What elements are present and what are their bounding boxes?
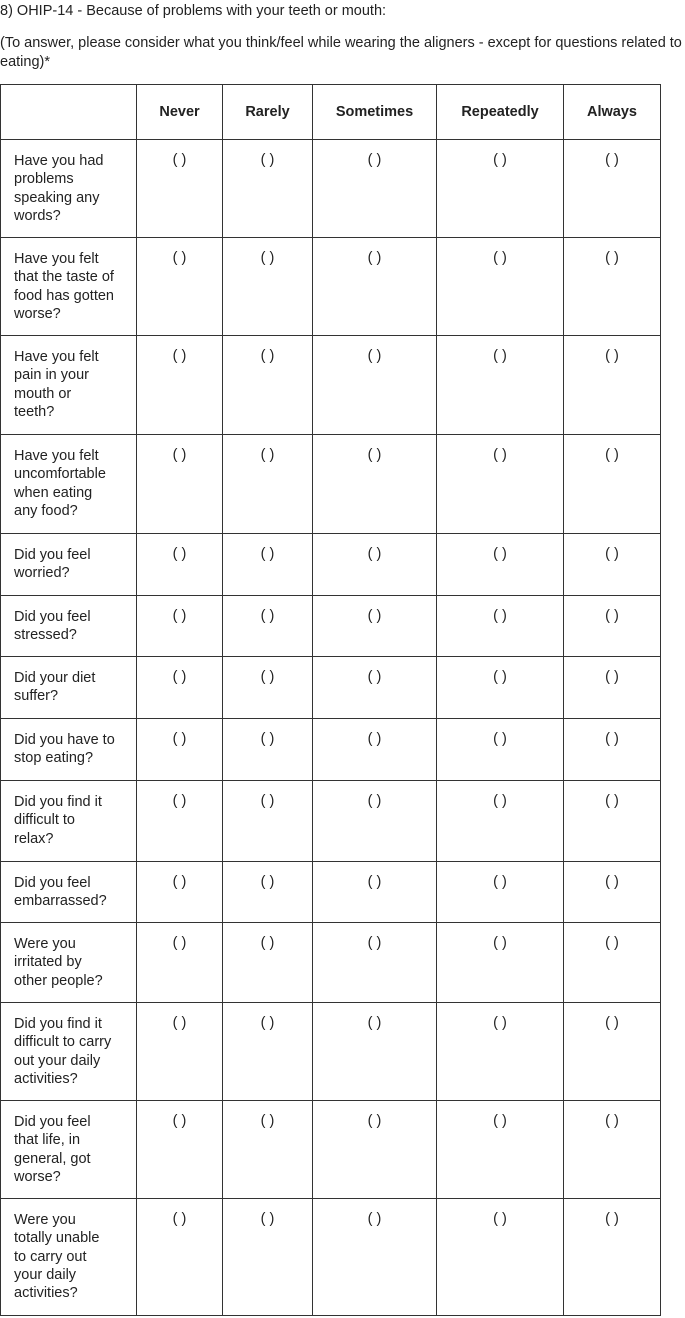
- option-repeatedly[interactable]: ( ): [437, 781, 564, 862]
- option-repeatedly[interactable]: ( ): [437, 657, 564, 719]
- option-repeatedly[interactable]: ( ): [437, 140, 564, 238]
- option-always[interactable]: ( ): [564, 140, 661, 238]
- question-text: Did you feel worried?: [1, 534, 137, 596]
- option-repeatedly[interactable]: ( ): [437, 534, 564, 596]
- question-text: Did you have to stop eating?: [1, 719, 137, 781]
- option-rarely[interactable]: ( ): [223, 1003, 313, 1101]
- table-row: [1, 781, 661, 862]
- option-never[interactable]: ( ): [137, 862, 223, 923]
- header-blank: [1, 85, 137, 140]
- question-text: Did you find it difficult to carry out your daily activities?: [1, 1003, 137, 1101]
- table-row: [1, 596, 661, 657]
- header-sometimes: Sometimes: [313, 85, 437, 140]
- table-row: [1, 435, 661, 534]
- option-always[interactable]: ( ): [564, 719, 661, 781]
- option-repeatedly[interactable]: ( ): [437, 435, 564, 534]
- option-never[interactable]: ( ): [137, 534, 223, 596]
- header-repeatedly: Repeatedly: [437, 85, 564, 140]
- option-never[interactable]: ( ): [137, 1199, 223, 1316]
- option-sometimes[interactable]: ( ): [313, 1199, 437, 1316]
- question-text: Have you felt pain in your mouth or teeth?: [1, 336, 137, 435]
- option-sometimes[interactable]: ( ): [313, 336, 437, 435]
- option-never[interactable]: ( ): [137, 140, 223, 238]
- question-text: Did you feel embarrassed?: [1, 862, 137, 923]
- option-never[interactable]: ( ): [137, 923, 223, 1003]
- option-repeatedly[interactable]: ( ): [437, 719, 564, 781]
- option-rarely[interactable]: ( ): [223, 596, 313, 657]
- option-never[interactable]: ( ): [137, 238, 223, 336]
- option-rarely[interactable]: ( ): [223, 923, 313, 1003]
- option-sometimes[interactable]: ( ): [313, 1003, 437, 1101]
- option-sometimes[interactable]: ( ): [313, 1101, 437, 1199]
- option-always[interactable]: ( ): [564, 923, 661, 1003]
- header-rarely: Rarely: [223, 85, 313, 140]
- table-row: [1, 336, 661, 435]
- option-rarely[interactable]: ( ): [223, 719, 313, 781]
- option-always[interactable]: ( ): [564, 1199, 661, 1316]
- table-row: [1, 1101, 661, 1199]
- header-always: Always: [564, 85, 661, 140]
- option-never[interactable]: ( ): [137, 781, 223, 862]
- table-row: [1, 1199, 661, 1316]
- question-text: Were you totally unable to carry out your daily activities?: [1, 1199, 137, 1316]
- option-rarely[interactable]: ( ): [223, 238, 313, 336]
- option-always[interactable]: ( ): [564, 534, 661, 596]
- option-sometimes[interactable]: ( ): [313, 657, 437, 719]
- table-row: [1, 923, 661, 1003]
- option-repeatedly[interactable]: ( ): [437, 862, 564, 923]
- option-repeatedly[interactable]: ( ): [437, 336, 564, 435]
- option-repeatedly[interactable]: ( ): [437, 1003, 564, 1101]
- option-rarely[interactable]: ( ): [223, 781, 313, 862]
- option-always[interactable]: ( ): [564, 238, 661, 336]
- option-repeatedly[interactable]: ( ): [437, 1199, 564, 1316]
- option-sometimes[interactable]: ( ): [313, 534, 437, 596]
- option-rarely[interactable]: ( ): [223, 657, 313, 719]
- option-sometimes[interactable]: ( ): [313, 140, 437, 238]
- question-text: Have you felt uncomfortable when eating any food?: [1, 435, 137, 534]
- option-sometimes[interactable]: ( ): [313, 435, 437, 534]
- option-never[interactable]: ( ): [137, 657, 223, 719]
- option-rarely[interactable]: ( ): [223, 435, 313, 534]
- question-text: Did you find it difficult to relax?: [1, 781, 137, 862]
- question-text: Have you felt that the taste of food has gotten worse?: [1, 238, 137, 336]
- table-row: [1, 534, 661, 596]
- question-instructions: (To answer, please consider what you think/feel while wearing the aligners - except for questions related to eating)*: [0, 35, 682, 70]
- question-title: 8) OHIP-14 - Because of problems with your teeth or mouth:: [0, 3, 387, 19]
- option-never[interactable]: ( ): [137, 435, 223, 534]
- option-repeatedly[interactable]: ( ): [437, 1101, 564, 1199]
- question-text: Did you feel that life, in general, got worse?: [1, 1101, 137, 1199]
- option-rarely[interactable]: ( ): [223, 1101, 313, 1199]
- option-sometimes[interactable]: ( ): [313, 238, 437, 336]
- option-sometimes[interactable]: ( ): [313, 719, 437, 781]
- option-rarely[interactable]: ( ): [223, 534, 313, 596]
- table-row: [1, 140, 661, 238]
- option-never[interactable]: ( ): [137, 1003, 223, 1101]
- table-row: [1, 1003, 661, 1101]
- option-sometimes[interactable]: ( ): [313, 923, 437, 1003]
- option-rarely[interactable]: ( ): [223, 862, 313, 923]
- question-text: Have you had problems speaking any words?: [1, 140, 137, 238]
- option-rarely[interactable]: ( ): [223, 140, 313, 238]
- option-always[interactable]: ( ): [564, 596, 661, 657]
- table-row: [1, 862, 661, 923]
- table-row: [1, 719, 661, 781]
- option-repeatedly[interactable]: ( ): [437, 923, 564, 1003]
- option-rarely[interactable]: ( ): [223, 336, 313, 435]
- option-always[interactable]: ( ): [564, 657, 661, 719]
- question-text: Did you feel stressed?: [1, 596, 137, 657]
- ohip-14-table: [0, 84, 661, 1316]
- option-rarely[interactable]: ( ): [223, 1199, 313, 1316]
- header-row: [1, 85, 661, 140]
- option-never[interactable]: ( ): [137, 719, 223, 781]
- option-always[interactable]: ( ): [564, 435, 661, 534]
- option-repeatedly[interactable]: ( ): [437, 596, 564, 657]
- table-row: [1, 657, 661, 719]
- question-text: Did your diet suffer?: [1, 657, 137, 719]
- option-always[interactable]: ( ): [564, 1003, 661, 1101]
- table-row: [1, 238, 661, 336]
- option-always[interactable]: ( ): [564, 336, 661, 435]
- option-sometimes[interactable]: ( ): [313, 596, 437, 657]
- option-never[interactable]: ( ): [137, 336, 223, 435]
- option-never[interactable]: ( ): [137, 1101, 223, 1199]
- option-sometimes[interactable]: ( ): [313, 862, 437, 923]
- option-always[interactable]: ( ): [564, 781, 661, 862]
- option-never[interactable]: ( ): [137, 596, 223, 657]
- option-always[interactable]: ( ): [564, 1101, 661, 1199]
- header-never: Never: [137, 85, 223, 140]
- option-repeatedly[interactable]: ( ): [437, 238, 564, 336]
- question-text: Were you irritated by other people?: [1, 923, 137, 1003]
- option-always[interactable]: ( ): [564, 862, 661, 923]
- option-sometimes[interactable]: ( ): [313, 781, 437, 862]
